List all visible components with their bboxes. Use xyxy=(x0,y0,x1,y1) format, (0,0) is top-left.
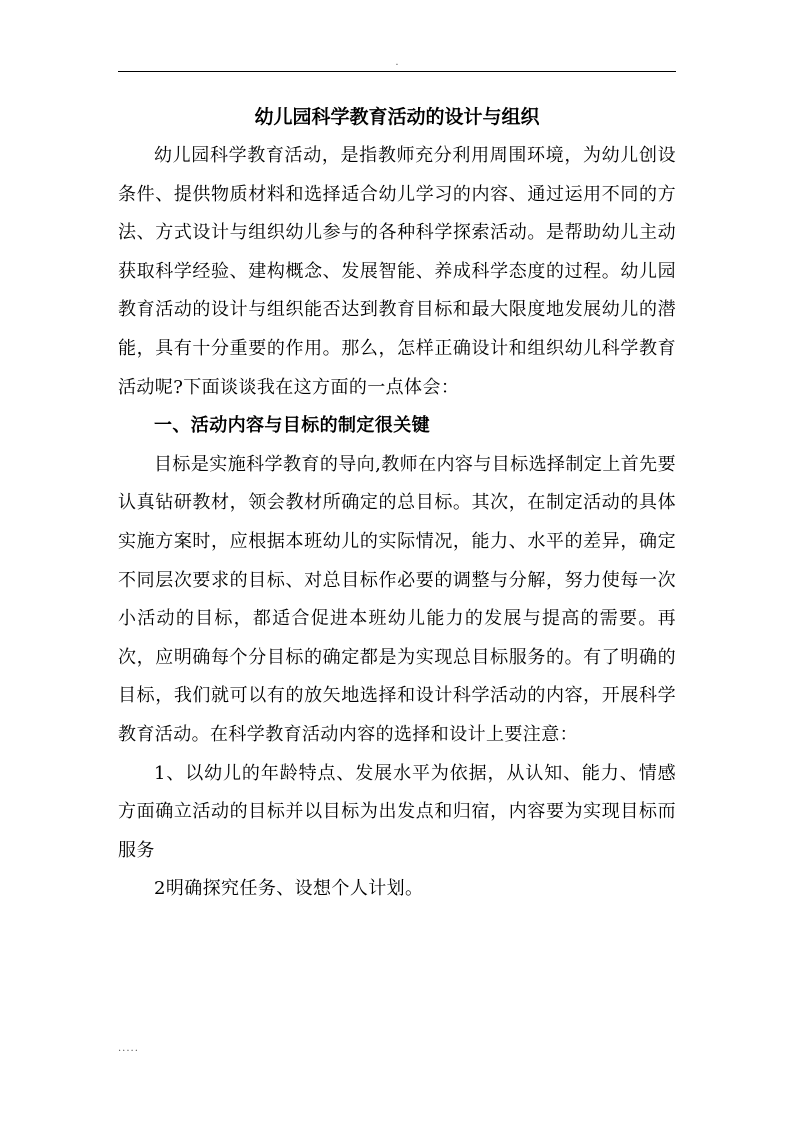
list-item-2: 2明确探究任务、设想个人计划。 xyxy=(154,878,424,900)
header-dot: . xyxy=(395,57,399,68)
intro-paragraph: 幼儿园科学教育活动，是指教师充分利用周围环境，为幼儿创设条件、提供物质材料和选择适合幼儿学习的内容、通过运用不同的方法、方式设计与组织幼儿参与的各种科学探索活动。是帮助幼儿主动获取科学经验、建构概念、发展智能、养成科学态度的过程。幼儿园教育活动的设计与组织能否达到教育目标和最大限度地发展幼儿的潜能，具有十分重要的作用。那么，怎样正确设计和组织幼儿科学教育活动呢?下面谈谈我在这方面的一点体会： xyxy=(118,145,676,398)
footer-dots: ..... xyxy=(118,1043,139,1054)
document-body xyxy=(118,97,676,909)
header-rule xyxy=(118,71,676,72)
section-heading: 一、活动内容与目标的制定很关键 xyxy=(154,415,430,437)
list-item-1: 1、以幼儿的年龄特点、发展水平为依据，从认知、能力、情感方面确立活动的目标并以目标为出发点和归宿，内容要为实现目标而服务 xyxy=(118,762,676,861)
body-paragraph: 目标是实施科学教育的导向,教师在内容与目标选择制定上首先要认真钻研教材，领会教材所确定的总目标。其次，在制定活动的具体实施方案时，应根据本班幼儿的实际情况，能力、水平的差异，确定不同层次要求的目标、对总目标作必要的调整与分解，努力使每一次小活动的目标，都适合促进本班幼儿能力的发展与提高的需要。再次，应明确每个分目标的确定都是为实现总目标服务的。有了明确的目标，我们就可以有的放矢地选择和设计科学活动的内容，开展科学教育活动。在科学教育活动内容的选择和设计上要注意： xyxy=(118,453,676,745)
document-title: 幼儿园科学教育活动的设计与组织 xyxy=(254,106,540,128)
